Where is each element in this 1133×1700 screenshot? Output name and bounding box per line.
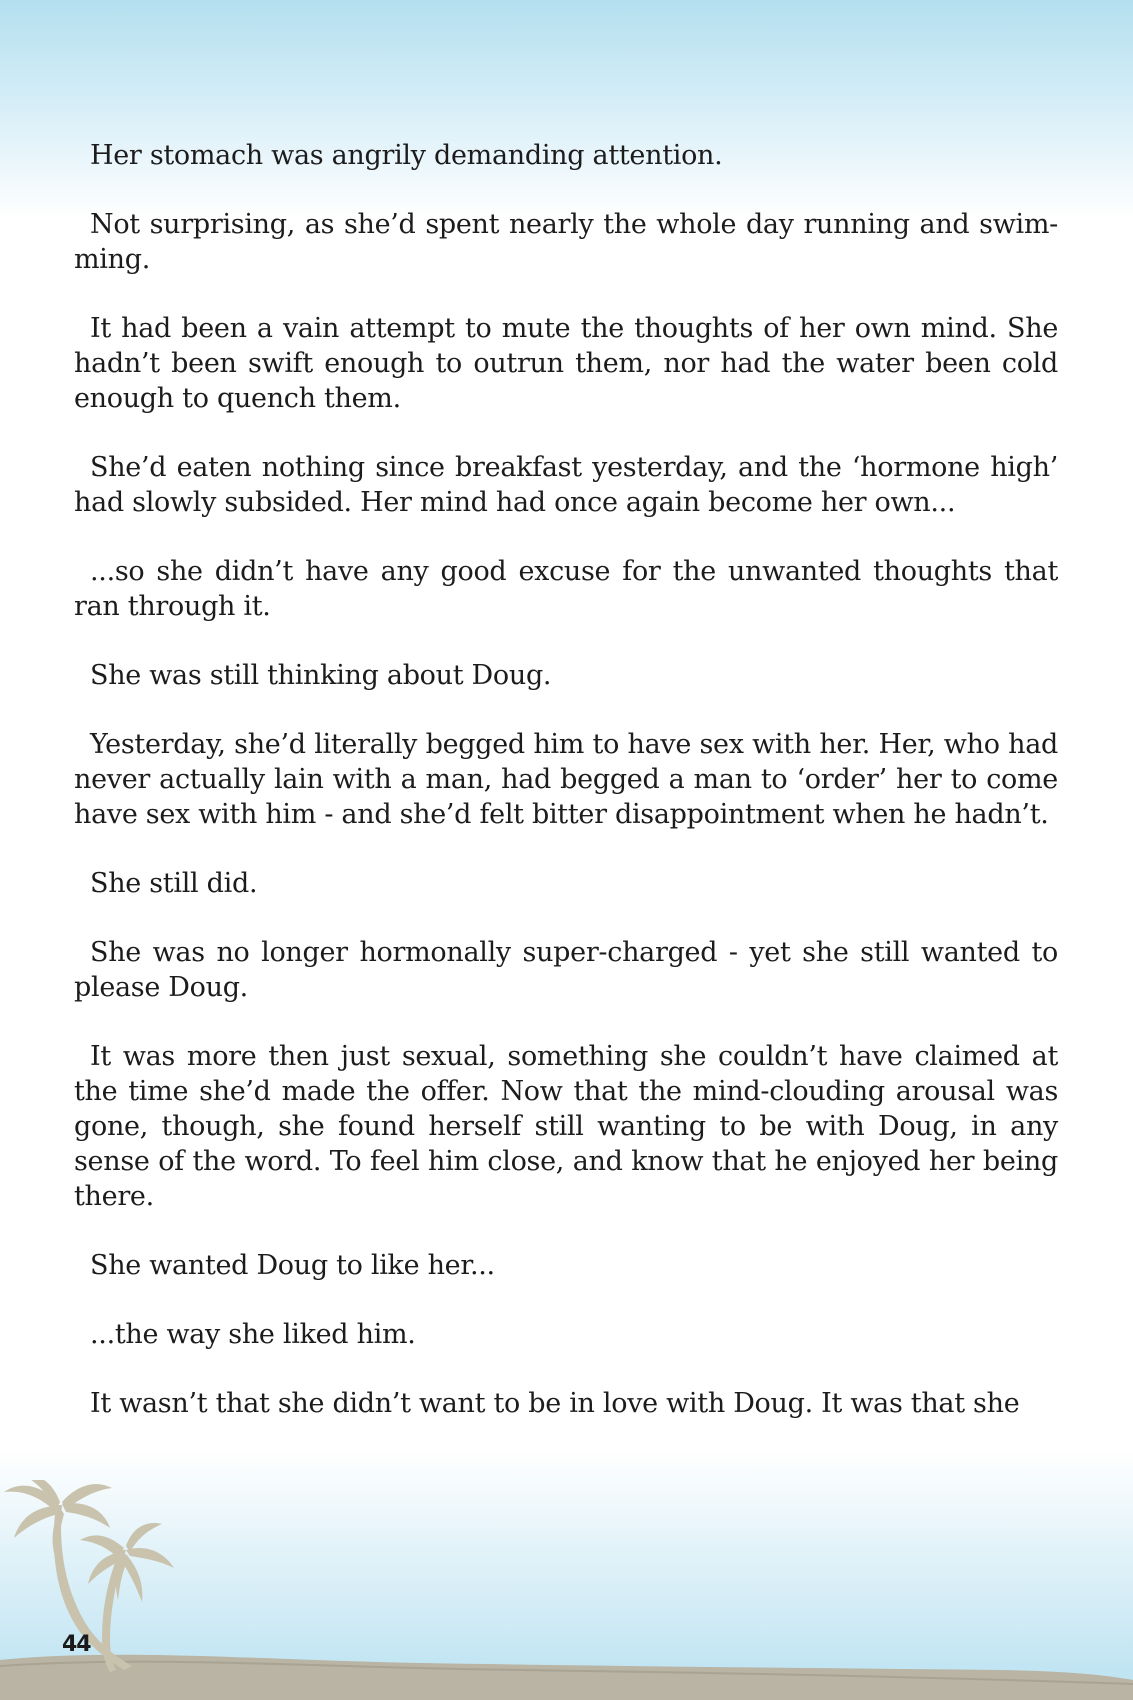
- paragraph: Not surprising, as she’d spent nearly the whole day running and swim-ming.: [74, 209, 1058, 275]
- paragraph: She wanted Doug to like her...: [90, 1250, 495, 1281]
- page-number: 44: [62, 1632, 91, 1657]
- paragraph: ...so she didn’t have any good excuse for the unwanted thoughts that ran through it.: [74, 556, 1058, 622]
- paragraph: Yesterday, she’d literally begged him to have sex with her. Her, who had never actually lain with a man, had begged a man to ‘order’ her to come have sex with him - and she’d felt bitter disappointment when he hadn’t.: [74, 729, 1058, 830]
- paragraph: ...the way she liked him.: [90, 1319, 416, 1350]
- paragraph: Her stomach was angrily demanding attention.: [90, 140, 723, 171]
- palm-trees-icon: [0, 1480, 1133, 1700]
- paragraph: She’d eaten nothing since breakfast yesterday, and the ‘hormone high’ had slowly subsided. Her mind had once again become her own...: [74, 452, 1058, 518]
- body-text: [74, 138, 1058, 1455]
- paragraph: It had been a vain attempt to mute the thoughts of her own mind. She hadn’t been swift enough to outrun them, nor had the water been cold enough to quench them.: [74, 313, 1058, 414]
- paragraph: She still did.: [90, 868, 258, 899]
- paragraph: She was still thinking about Doug.: [90, 660, 552, 691]
- paragraph: She was no longer hormonally super-charged - yet she still wanted to please Doug.: [74, 937, 1058, 1003]
- paragraph: It wasn’t that she didn’t want to be in love with Doug. It was that she: [90, 1388, 1020, 1419]
- paragraph: It was more then just sexual, something she couldn’t have claimed at the time she’d made the offer. Now that the mind-clouding arousal was gone, though, she found herself still wanting to be with Doug, in any sense of the word. To feel him close, and know that he enjoyed her being there.: [74, 1041, 1058, 1212]
